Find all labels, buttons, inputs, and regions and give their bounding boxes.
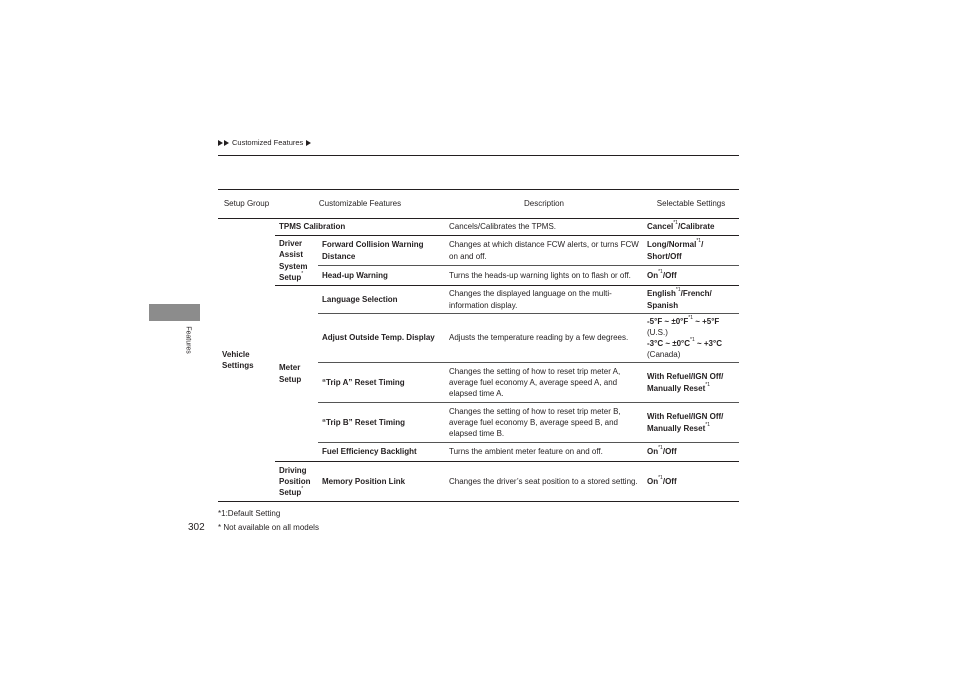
feature-settings: English$^{*1}$/French/ Spanish xyxy=(643,286,739,314)
subgroup-label: Driver Assist System Setup* xyxy=(275,236,318,286)
section-tab xyxy=(149,304,200,321)
header-description: Description xyxy=(445,190,643,219)
header-settings: Selectable Settings xyxy=(643,190,739,219)
customization-table xyxy=(218,189,739,502)
header-features: Customizable Features xyxy=(275,190,445,219)
breadcrumb-label: Customized Features xyxy=(232,138,304,147)
feature-settings: On$^{*1}$/Off xyxy=(643,266,739,286)
header-setup-group: Setup Group xyxy=(218,190,275,219)
feature-label: Forward Collision Warning Distance xyxy=(318,236,445,266)
table-header-row xyxy=(218,190,739,219)
feature-label: TPMS Calibration xyxy=(275,219,445,236)
feature-description: Adjusts the temperature reading by a few degrees. xyxy=(445,314,643,363)
feature-label: “Trip B” Reset Timing xyxy=(318,403,445,443)
page-number: 302 xyxy=(188,522,205,533)
table-row xyxy=(218,462,739,502)
footnote-default-setting: *1:Default Setting xyxy=(218,509,281,518)
table-row xyxy=(218,286,739,314)
breadcrumb xyxy=(218,138,311,147)
feature-label: Fuel Efficiency Backlight xyxy=(318,443,445,462)
feature-settings: On$^{*1}$/Off xyxy=(643,462,739,502)
feature-description: Cancels/Calibrates the TPMS. xyxy=(445,219,643,236)
setup-group-label: Vehicle Settings xyxy=(218,219,275,502)
subgroup-label: Meter Setup xyxy=(275,286,318,462)
feature-description: Turns the ambient meter feature on and off. xyxy=(445,443,643,462)
feature-settings: With Refuel/IGN Off/ Manually Reset$^{*1}$ xyxy=(643,403,739,443)
feature-description: Turns the heads-up warning lights on to flash or off. xyxy=(445,266,643,286)
feature-settings: On$^{*1}$/Off xyxy=(643,443,739,462)
feature-description: Changes the driver’s seat position to a stored setting. xyxy=(445,462,643,502)
section-tab-label: Features xyxy=(184,326,192,354)
feature-label: Head-up Warning xyxy=(318,266,445,286)
table-row xyxy=(218,236,739,266)
feature-description: Changes at which distance FCW alerts, or turns FCW on and off. xyxy=(445,236,643,266)
feature-label: Language Selection xyxy=(318,286,445,314)
feature-label: “Trip A” Reset Timing xyxy=(318,363,445,403)
feature-description: Changes the displayed language on the multi-information display. xyxy=(445,286,643,314)
feature-label: Memory Position Link xyxy=(318,462,445,502)
feature-settings: Long/Normal$^{*1}$/ Short/Off xyxy=(643,236,739,266)
subgroup-label: Driving Position Setup* xyxy=(275,462,318,502)
arrow-right-icon xyxy=(224,140,229,146)
feature-description: Changes the setting of how to reset trip meter A, average fuel economy A, average speed A, and elapsed time A. xyxy=(445,363,643,403)
feature-settings: Cancel$^{*1}$/Calibrate xyxy=(643,219,739,236)
table-row xyxy=(218,219,739,236)
feature-settings: -5°F ~ $\pm 0^\circ F^{*1}$ ~ +5°F (U.S.) -3°C ~ $\pm 0^\circ C^{*1}$ ~ +3°C (Canada) xyxy=(643,314,739,363)
arrow-right-icon xyxy=(218,140,223,146)
feature-description: Changes the setting of how to reset trip meter B, average fuel economy B, average speed B, and elapsed time B. xyxy=(445,403,643,443)
feature-label: Adjust Outside Temp. Display xyxy=(318,314,445,363)
feature-settings: With Refuel/IGN Off/ Manually Reset$^{*1}$ xyxy=(643,363,739,403)
footnote-availability: * Not available on all models xyxy=(218,523,319,532)
arrow-right-icon xyxy=(306,140,311,146)
header-divider xyxy=(218,155,739,156)
